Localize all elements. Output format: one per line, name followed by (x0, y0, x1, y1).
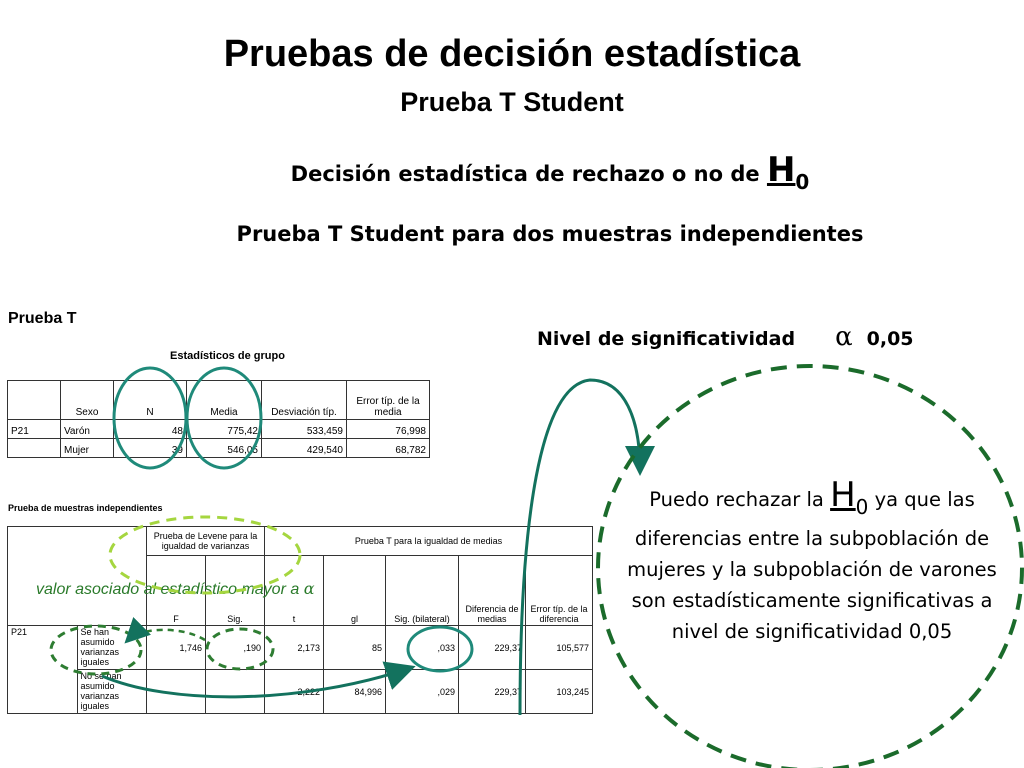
header-cell: Error típ. de la media (347, 381, 430, 420)
page-subtitle: Prueba T Student (400, 87, 624, 117)
group-stats-caption: Estadísticos de grupo (170, 350, 285, 362)
table-row: P21 Varón 48 775,42 533,459 76,998 (8, 420, 430, 439)
significance-value: 0,05 (866, 328, 914, 350)
header-cell: Sig. (bilateral) (386, 556, 459, 626)
table-row: P21 Se han asumido varianzas iguales 1,746 ,190 2,173 85 ,033 229,37 105,577 (8, 626, 593, 670)
significance-level (537, 322, 914, 352)
header-cell: Sig. (206, 556, 265, 626)
decision-heading (0, 150, 1024, 202)
decision-heading-text: Decisión estadística de rechazo o no de (290, 162, 767, 186)
valor-asociado-note: valor asociado al estadístico mayor a α (36, 579, 315, 598)
independent-test-table (7, 526, 593, 714)
conclusion-text: Puedo rechazar la $H_0$ ya que las diferencias entre la subpoblación de mujeres y la subpoblación de varones son estadísticamente significativas a nivel de significatividad 0,05 (627, 475, 997, 643)
header-cell: Sexo (61, 381, 114, 420)
header-cell: gl (324, 556, 386, 626)
levene-header: Prueba de Levene para la igualdad de varianzas (147, 527, 265, 556)
header-cell (8, 381, 61, 420)
header-cell: Diferencia de medias (459, 556, 526, 626)
header-cell: Desviación típ. (262, 381, 347, 420)
header-cell: N (114, 381, 187, 420)
significance-label: Nivel de significatividad (537, 328, 796, 350)
table-row: Mujer 39 546,05 429,540 68,782 (8, 439, 430, 458)
ttest-heading: Prueba T Student para dos muestras independientes (236, 222, 864, 246)
page-title: Pruebas de decisión estadística (223, 33, 801, 75)
header-cell: Media (187, 381, 262, 420)
alpha-symbol: α (303, 579, 315, 598)
independent-test-caption: Prueba de muestras independientes (8, 503, 163, 513)
h0-symbol: $H_0$ (830, 475, 869, 519)
ttest-group-header: Prueba T para la igualdad de medias (265, 527, 593, 556)
table-row: No se han asumido varianzas iguales 2,222 84,996 ,029 229,37 103,245 (8, 670, 593, 714)
h0-symbol: $H_0$ (766, 150, 810, 194)
group-stats-table (7, 380, 430, 458)
prueba-t-label: Prueba T (8, 310, 77, 327)
alpha-symbol: α (835, 322, 853, 352)
header-cell: Error típ. de la diferencia (526, 556, 593, 626)
header-cell: F (147, 556, 206, 626)
header-cell: t (265, 556, 324, 626)
